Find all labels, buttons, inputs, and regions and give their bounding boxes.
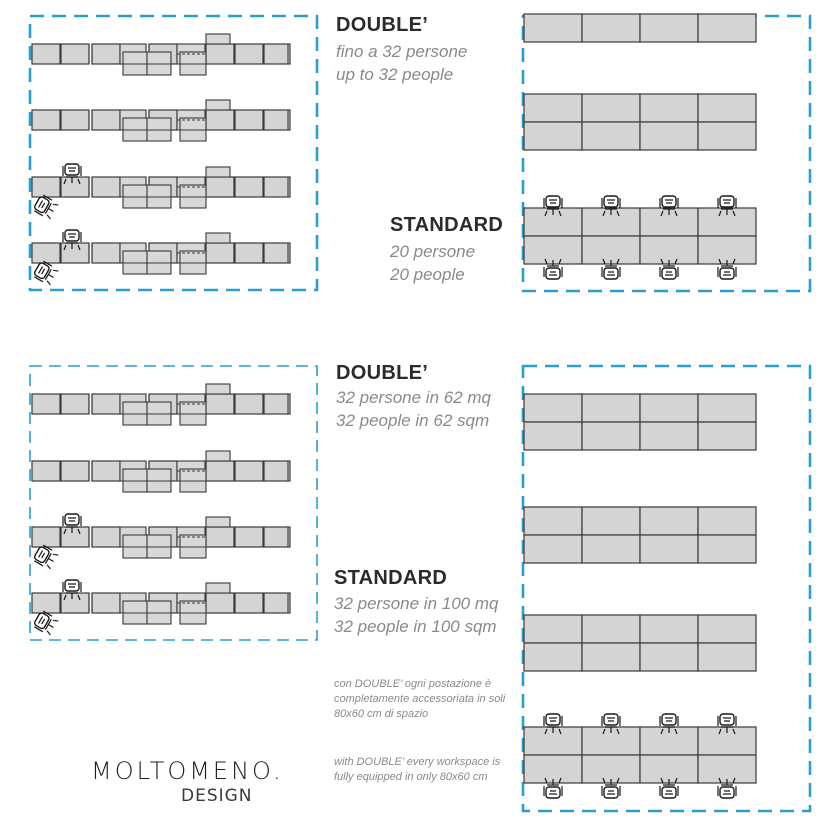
chair-icon — [718, 714, 736, 734]
standard-desk-block — [524, 727, 756, 755]
double-title-top: DOUBLE’ — [336, 14, 429, 36]
double-desk-row — [32, 451, 290, 492]
chair-icon — [63, 514, 81, 534]
chair-icon — [63, 230, 81, 250]
standard-area-it-bottom: 32 persone in 100 mq — [334, 594, 499, 613]
standard-capacity-en-top: 20 people — [390, 265, 465, 284]
brand-tagline: DESIGN — [181, 786, 253, 806]
double-capacity-en-top: up to 32 people — [336, 65, 454, 84]
chair-icon — [602, 714, 620, 734]
note-english: with DOUBLE’ every workspace is fully equipped in only 80x60 cm — [334, 756, 501, 783]
chair-icon — [63, 164, 81, 184]
standard-desk-block — [524, 422, 756, 450]
double-desk-row — [32, 384, 290, 425]
chair-icon — [544, 259, 562, 279]
chair-icon — [544, 196, 562, 216]
standard-desk-block — [524, 394, 756, 422]
double-desk-row — [32, 100, 290, 141]
chair-icon — [718, 259, 736, 279]
standard-desk-block — [524, 507, 756, 535]
standard-area-en-bottom: 32 people in 100 sqm — [334, 617, 497, 636]
chair-icon — [63, 580, 81, 600]
note-italian: con DOUBLE’ ogni postazione è completamente accessoriata in soli 80x60 cm di spazio — [334, 678, 506, 720]
brand-logo: MOLTOMENO. — [91, 757, 284, 785]
chair-icon — [602, 259, 620, 279]
chair-icon — [33, 260, 59, 286]
standard-desk-block — [524, 615, 756, 643]
standard-desk-block — [524, 122, 756, 150]
chair-icon — [660, 259, 678, 279]
double-area-it-bottom: 32 persone in 62 mq — [336, 388, 491, 407]
chair-icon — [544, 714, 562, 734]
double-area-en-bottom: 32 people in 62 sqm — [336, 411, 490, 430]
standard-desk-block — [524, 643, 756, 671]
double-capacity-it-top: fino a 32 persone — [336, 42, 468, 61]
standard-title-top: STANDARD — [390, 214, 504, 236]
chair-icon — [33, 544, 59, 570]
chair-icon — [602, 196, 620, 216]
chair-icon — [718, 778, 736, 798]
chair-icon — [602, 778, 620, 798]
chair-icon — [660, 778, 678, 798]
chair-icon — [718, 196, 736, 216]
double-title-bottom: DOUBLE’ — [336, 362, 429, 384]
chair-icon — [33, 194, 59, 220]
chair-icon — [33, 610, 59, 636]
standard-desk-block — [524, 208, 756, 236]
standard-desk-block — [524, 535, 756, 563]
standard-title-bottom: STANDARD — [334, 567, 448, 589]
chair-icon — [660, 714, 678, 734]
chair-icon — [544, 778, 562, 798]
chair-icon — [660, 196, 678, 216]
standard-desk-block — [524, 94, 756, 122]
standard-desk-block — [524, 14, 756, 42]
standard-desk-block — [524, 236, 756, 264]
double-desk-row — [32, 34, 290, 75]
standard-capacity-it-top: 20 persone — [390, 242, 476, 261]
standard-desk-block — [524, 755, 756, 783]
